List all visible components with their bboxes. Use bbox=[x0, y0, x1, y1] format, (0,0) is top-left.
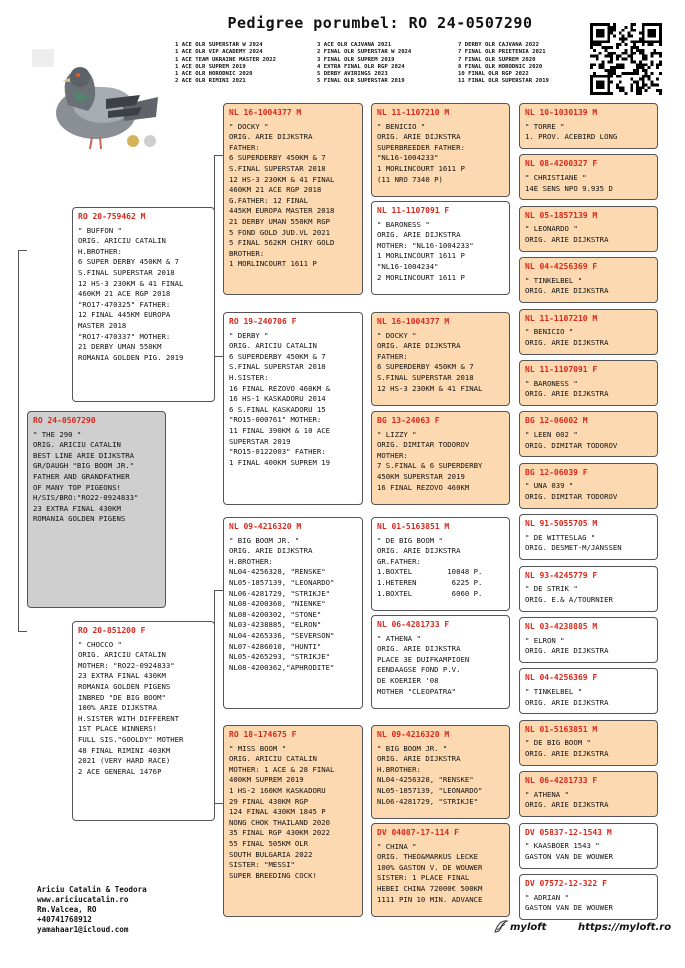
pedigree-line: "RO17-470337" MOTHER: bbox=[78, 331, 171, 341]
subject-pigeon-box bbox=[27, 411, 166, 608]
pedigree-line: S.FINAL SUPERSTAR 2018 bbox=[229, 362, 326, 372]
pedigree-line: ORIG. E.& A/TOURNIER bbox=[525, 594, 613, 604]
pedigree-line: 445KM EUROPA MASTER 2018 bbox=[229, 206, 335, 216]
ring-number: RO 20-851200 F bbox=[78, 626, 146, 635]
pedigree-line: NL08-4200362,"APHRODITE" bbox=[229, 662, 335, 672]
pedigree-line: SOUTH BULGARIA 2022 bbox=[229, 849, 313, 859]
pedigree-line: 35 FINAL RGP 430KM 2022 bbox=[229, 828, 331, 838]
pedigree-line: 1.HETEREN 6225 P. bbox=[377, 577, 483, 587]
great-grandparent-box bbox=[371, 517, 510, 611]
grandparent-box bbox=[223, 312, 363, 505]
pedigree-line: 1. PROV. ACEBIRD LONG bbox=[525, 132, 618, 142]
g4-ancestor-box bbox=[519, 668, 658, 714]
great-grandparent-box bbox=[371, 411, 510, 505]
pedigree-line: MOTHER: 1 ACE & 28 FINAL bbox=[229, 764, 335, 774]
achievement-item: 8 FINAL OLR HORODNIC 2020 bbox=[458, 63, 543, 70]
pedigree-line: H.SISTER: bbox=[229, 372, 269, 382]
ring-number: NL 09-4216320 M bbox=[377, 730, 450, 739]
achievement-item: 10 FINAL OLR RGP 2022 bbox=[458, 71, 529, 78]
breeder-location: Rm.Valcea, RO bbox=[37, 905, 97, 914]
pedigree-line: ORIG. DIMITAR TODOROV bbox=[377, 440, 470, 450]
ring-number: RO 19-240706 F bbox=[229, 317, 297, 326]
pedigree-line: " ATHENA " bbox=[525, 789, 569, 799]
achievements-list-3 bbox=[458, 42, 549, 86]
pedigree-line: " ELRON " bbox=[525, 635, 565, 645]
achievement-item: 1 ACE TEAM UKRAINE MASTER 2022 bbox=[175, 56, 277, 63]
great-grandparent-box bbox=[371, 823, 510, 917]
achievement-item: 7 FINAL OLR SUPREM 2020 bbox=[458, 56, 536, 63]
pedigree-line: ORIG. ARIE DIJKSTRA bbox=[377, 341, 461, 351]
pedigree-line: 2 MORLINCOURT 1611 P bbox=[377, 272, 465, 282]
pedigree-line: SUPERBREEDER FATHER: bbox=[377, 142, 465, 152]
pedigree-line: " DE BIG BOOM " bbox=[377, 535, 443, 545]
pedigree-line: 1 MORLINCOURT 1611 P bbox=[229, 259, 317, 269]
achievement-item: 2 FINAL OLR SUPERSTAR W 2024 bbox=[317, 49, 412, 56]
achievement-item: 7 FINAL OLR PRIETENIA 2021 bbox=[458, 49, 546, 56]
pedigree-line: " MISS BOOM " bbox=[229, 743, 287, 753]
pedigree-line: 460KM 21 ACE RGP 2018 bbox=[229, 185, 322, 195]
pedigree-line: FATHER: bbox=[229, 142, 260, 152]
pedigree-line: " BIG BOOM JR. " bbox=[377, 743, 448, 753]
pedigree-line: " TINKELBEL " bbox=[525, 275, 583, 285]
g4-ancestor-box bbox=[519, 257, 658, 303]
pedigree-line: FATHER AND GRANDFATHER bbox=[33, 471, 130, 481]
pedigree-line: PLACE 3E DUIFKAMPIOEN bbox=[377, 654, 470, 664]
pedigree-line: FULL SIS."GOOLDY" MOTHER bbox=[78, 734, 184, 744]
g4-ancestor-box bbox=[519, 617, 658, 663]
pedigree-line: MOTHER "CLEOPATRA" bbox=[377, 686, 457, 696]
achievement-item: 1 ACE OLR VIP ACADEMY 2024 bbox=[175, 49, 263, 56]
ring-number: RO 18-174675 F bbox=[229, 730, 297, 739]
pedigree-line: " UNA 039 " bbox=[525, 481, 574, 491]
pedigree-line: 6 SUPER DERBY 450KM & 7 bbox=[78, 257, 180, 267]
g4-ancestor-box bbox=[519, 566, 658, 612]
pedigree-line: ROMANIA GOLDEN PIG. 2019 bbox=[78, 352, 184, 362]
pedigree-line: 23 EXTRA FINAL 430KM bbox=[33, 503, 121, 513]
pedigree-line: NL08-4200360, "NIENKE" bbox=[229, 599, 326, 609]
pedigree-line: 23 EXTRA FINAL 430KM bbox=[78, 671, 166, 681]
pedigree-line: ORIG. DIMITAR TODOROV bbox=[525, 491, 618, 501]
pedigree-line: H.BROTHER: bbox=[78, 246, 122, 256]
breeder-email[interactable]: yamahaar1@icloud.com bbox=[37, 925, 129, 934]
pedigree-line: ROMANIA GOLDEN PIGENS bbox=[78, 681, 171, 691]
pedigree-line: 1 MORLINCOURT 1611 P bbox=[377, 251, 465, 261]
g4-ancestor-box bbox=[519, 874, 658, 920]
pedigree-line: ORIG. ARIE DIJKSTRA bbox=[377, 644, 461, 654]
pedigree-line: " LEONARDO " bbox=[525, 224, 578, 234]
pedigree-line: 12 HS-3 230KM & 41 FINAL bbox=[229, 174, 335, 184]
ring-number: NL 91-5055705 M bbox=[525, 519, 598, 529]
pedigree-line: " BENICIO " bbox=[377, 121, 426, 131]
g4-ancestor-box bbox=[519, 771, 658, 817]
pedigree-line: " DOCKY " bbox=[229, 121, 269, 131]
grandparent-box bbox=[223, 725, 363, 917]
great-grandparent-box bbox=[371, 201, 510, 295]
ring-number: NL 16-1004377 M bbox=[377, 317, 450, 326]
qr-code bbox=[590, 23, 662, 95]
pedigree-line: " DOCKY " bbox=[377, 330, 417, 340]
pedigree-line: 100% ARIE DIJKSTRA bbox=[78, 703, 158, 713]
pedigree-line: " ATHENA " bbox=[377, 633, 421, 643]
achievements-list-2 bbox=[317, 42, 411, 86]
pedigree-line: 21 DERBY UMAN 550KM RGP bbox=[229, 216, 331, 226]
pedigree-line: ORIG. ARIE DIJKSTRA bbox=[525, 286, 609, 296]
pedigree-line: " TINKELBEL " bbox=[525, 686, 583, 696]
g4-ancestor-box bbox=[519, 309, 658, 355]
ring-number: BG 12-06039 F bbox=[525, 467, 588, 477]
pedigree-line: ORIG. ARIE DIJKSTRA bbox=[229, 132, 313, 142]
pedigree-line: 16 FINAL REZOVO 460KM bbox=[377, 482, 470, 492]
pedigree-line: GR.FATHER: bbox=[377, 556, 421, 566]
pedigree-line: NL05-1857139, "LEONARDO" bbox=[229, 577, 335, 587]
ring-number: NL 93-4245779 F bbox=[525, 570, 598, 580]
pedigree-line: 1111 PIN 10 MIN. ADVANCE bbox=[377, 894, 483, 904]
ring-number: NL 06-4281733 F bbox=[377, 620, 450, 629]
achievement-item: 3 ACE OLR CAJVANA 2021 bbox=[317, 42, 392, 48]
myloft-logo bbox=[493, 918, 509, 936]
pedigree-line: 2021 (VERY HARD RACE) bbox=[78, 756, 171, 766]
pedigree-line: 124 FINAL 430KM 1845 P bbox=[229, 807, 326, 817]
achievement-item: 11 FINAL OLR SUPERSTAR 2019 bbox=[458, 78, 549, 85]
ring-number: NL 01-5163851 M bbox=[525, 724, 598, 734]
ring-number: NL 04-4256369 F bbox=[525, 673, 598, 683]
achievement-item: 7 DERBY OLR CAJVANA 2022 bbox=[458, 42, 539, 48]
pedigree-line: NONG CHOK THAILAND 2020 bbox=[229, 817, 331, 827]
pedigree-line: ORIG. DIMITAR TODOROV bbox=[525, 440, 618, 450]
pedigree-line: 14E SENS NPO 9.935 D bbox=[525, 183, 613, 193]
pedigree-line: 6 S.FINAL KASKADORU 15 bbox=[229, 404, 326, 414]
pedigree-line: GASTON VAN DE WOUWER bbox=[525, 851, 613, 861]
pedigree-line: "RO15-000761" MOTHER: bbox=[229, 415, 322, 425]
ring-number: DV 07572-12-322 F bbox=[525, 879, 607, 888]
great-grandparent-box bbox=[371, 615, 510, 709]
ring-number: NL 08-4200327 F bbox=[525, 159, 598, 169]
achievement-item: 4 EXTRA FINAL OLR RGP 2024 bbox=[317, 63, 405, 70]
pedigree-line: MASTER 2018 bbox=[78, 320, 127, 330]
ring-number: DV 05837-12-1543 M bbox=[525, 827, 612, 837]
pedigree-line: 7 S.FINAL & 6 SUPERDERBY bbox=[377, 461, 483, 471]
ring-number: NL 11-1107091 F bbox=[525, 365, 598, 374]
achievement-item: 1 ACE OLR HORODNIC 2020 bbox=[175, 71, 253, 78]
pedigree-line: S.FINAL SUPERSTAR 2018 bbox=[229, 163, 326, 173]
g4-ancestor-box bbox=[519, 206, 658, 252]
sire-box bbox=[72, 207, 215, 402]
pedigree-line: 1 MORLINCOURT 1611 P bbox=[377, 163, 465, 173]
pedigree-line: MOTHER: "RO22-0924833" bbox=[78, 660, 175, 670]
pedigree-line: BROTHER: bbox=[229, 248, 265, 258]
ring-number: NL 05-1857139 M bbox=[525, 210, 598, 220]
pedigree-line: " DE BIG BOOM " bbox=[525, 738, 591, 748]
g4-ancestor-box bbox=[519, 411, 658, 457]
pedigree-line: ORIG. ARICIU CATALIN bbox=[229, 754, 317, 764]
great-grandparent-box bbox=[371, 103, 510, 197]
pedigree-line: NL06-4281729, "STRIKJE" bbox=[229, 588, 331, 598]
pedigree-line: " DE WITTESLAG " bbox=[525, 532, 596, 542]
ring-number: NL 11-1107091 F bbox=[377, 206, 450, 215]
pedigree-line: ORIG. ARIE DIJKSTRA bbox=[525, 697, 609, 707]
pedigree-line: ORIG. THEO&MARKUS LECKE bbox=[377, 852, 479, 862]
pedigree-line: 6 SUPERDERBY 450KM & 7 bbox=[377, 362, 474, 372]
ring-number: NL 16-1004377 M bbox=[229, 108, 302, 117]
pedigree-line: 1.BOXTEL 10848 P. bbox=[377, 567, 483, 577]
pedigree-line: NL04-4256328, "RENSKE" bbox=[229, 567, 326, 577]
pedigree-line: 12 FINAL 445KM EUROPA bbox=[78, 310, 171, 320]
pedigree-line: 460KM 21 ACE RGP 2018 bbox=[78, 289, 171, 299]
pedigree-line: 1.BOXTEL 6060 P. bbox=[377, 588, 483, 598]
pedigree-line: H/SIS/BRO:"RO22-0924833" bbox=[33, 493, 139, 503]
pedigree-line: NL07-4286010, "HUNTI" bbox=[229, 641, 322, 651]
pedigree-line: 11 FINAL 390KM & 10 ACE bbox=[229, 425, 331, 435]
pedigree-line: NL04-4265336, "SEVERSON" bbox=[229, 630, 335, 640]
achievements-list-1 bbox=[175, 42, 276, 86]
pedigree-line: " BUFFON " bbox=[78, 225, 122, 235]
pedigree-line: 16 FINAL REZOVO 460KM & bbox=[229, 383, 331, 393]
pedigree-line: " BENICIO " bbox=[525, 327, 574, 337]
pedigree-line: ORIG. ARIE DIJKSTRA bbox=[525, 337, 609, 347]
pedigree-line: " ADRIAN " bbox=[525, 892, 569, 902]
pedigree-line: ORIG. ARIE DIJKSTRA bbox=[525, 646, 609, 656]
pedigree-line: S.FINAL SUPERSTAR 2018 bbox=[78, 267, 175, 277]
pedigree-line: " BIG BOOM JR. " bbox=[229, 535, 300, 545]
pedigree-line: S.FINAL SUPERSTAR 2018 bbox=[377, 372, 474, 382]
pedigree-line: 29 FINAL 430KM RGP bbox=[229, 796, 309, 806]
pedigree-line: (11 NRO 7340 P) bbox=[377, 174, 443, 184]
pedigree-line: SISTER: "MESSI" bbox=[229, 860, 295, 870]
ring-number: NL 04-4256369 F bbox=[525, 262, 598, 272]
brand-website[interactable]: https://myloft.ro bbox=[578, 922, 672, 933]
pedigree-line: ORIG. ARIE DIJKSTRA bbox=[377, 546, 461, 556]
pedigree-line: ORIG. ARIE DIJKSTRA bbox=[525, 389, 609, 399]
pedigree-line: " LIZZY " bbox=[377, 429, 417, 439]
pedigree-line: MOTHER: bbox=[377, 450, 408, 460]
pedigree-line: " DERBY " bbox=[229, 330, 269, 340]
pedigree-line: 48 FINAL RIMINI 403KM bbox=[78, 745, 171, 755]
pedigree-line: G.FATHER: 12 FINAL bbox=[229, 195, 309, 205]
pedigree-line: ORIG. ARICIU CATALIN bbox=[78, 650, 166, 660]
pedigree-line: " CHOCCO " bbox=[78, 639, 122, 649]
dam-box bbox=[72, 621, 215, 821]
pedigree-line: 12 HS-3 230KM & 41 FINAL bbox=[377, 383, 483, 393]
pedigree-line: BEST LINE ARIE DIJKSTRA bbox=[33, 450, 135, 460]
achievement-item: 5 FINAL OLR SUPERSTAR 2019 bbox=[317, 78, 405, 85]
pedigree-line: " CHINA " bbox=[377, 841, 417, 851]
pedigree-line: ORIG. ARICIU CATALIN bbox=[78, 236, 166, 246]
pedigree-line: " LEEN 002 " bbox=[525, 429, 578, 439]
pedigree-line: ORIG. ARIE DIJKSTRA bbox=[525, 748, 609, 758]
pedigree-line: DE KOERIER '08 bbox=[377, 675, 439, 685]
achievement-item: 3 FINAL OLR SUPREM 2019 bbox=[317, 56, 395, 63]
pedigree-line: SISTER: 1 PLACE FINAL bbox=[377, 873, 470, 883]
pedigree-line: 450KM SUPERSTAR 2019 bbox=[377, 471, 465, 481]
pedigree-line: OF MANY TOP PIGEONS! bbox=[33, 482, 121, 492]
g4-ancestor-box bbox=[519, 463, 658, 509]
pedigree-line: 1 HS-2 160KM KASKADORU bbox=[229, 785, 326, 795]
great-grandparent-box bbox=[371, 725, 510, 819]
ring-number: RO 24-0507290 bbox=[33, 416, 96, 425]
pedigree-line: 2 ACE GENERAL 1476P bbox=[78, 766, 162, 776]
pedigree-line: MOTHER: "NL16-1004233" bbox=[377, 240, 474, 250]
ring-number: NL 06-4281733 F bbox=[525, 776, 598, 786]
pedigree-line: "NL16-1004234" bbox=[377, 261, 439, 271]
pedigree-line: ORIG. ARIE DIJKSTRA bbox=[377, 230, 461, 240]
ring-number: NL 03-4238885 M bbox=[525, 622, 598, 631]
pedigree-line: 5 FOND GOLD JUD.VL 2021 bbox=[229, 227, 331, 237]
pedigree-line: SUPER BREEDING COCK! bbox=[229, 870, 317, 880]
pedigree-line: FATHER: bbox=[377, 351, 408, 361]
achievement-item: 5 DERBY AVIRINGS 2023 bbox=[317, 71, 388, 78]
ring-number: RO 20-759462 M bbox=[78, 212, 146, 221]
pedigree-line: NL08-4200302, "STONE" bbox=[229, 609, 322, 619]
pedigree-line: 16 HS-1 KASKADORU 2014 bbox=[229, 394, 326, 404]
pedigree-line: ORIG. DESMET-M/JANSSEN bbox=[525, 543, 622, 553]
achievement-item: 1 ACE OLR SUPREM 2019 bbox=[175, 63, 246, 70]
pedigree-line: " KAASBOER 1543 " bbox=[525, 841, 600, 851]
pedigree-line: " BARONESS " bbox=[525, 378, 578, 388]
ring-number: NL 01-5163851 M bbox=[377, 522, 450, 531]
g4-ancestor-box bbox=[519, 823, 658, 869]
pedigree-line: 55 FINAL 505KM OLR bbox=[229, 838, 309, 848]
pedigree-line: " THE 290 " bbox=[33, 429, 82, 439]
ring-number: BG 12-06002 M bbox=[525, 416, 588, 426]
pedigree-line: " CHRISTIANE " bbox=[525, 172, 587, 182]
pedigree-line: 6 SUPERDERBY 450KM & 7 bbox=[229, 153, 326, 163]
pedigree-line: "RO17-470325" FATHER: bbox=[78, 299, 171, 309]
achievement-item: 1 ACE OLR SUPERSTAR W 2024 bbox=[175, 42, 263, 48]
ring-number: DV 04087-17-114 F bbox=[377, 828, 459, 837]
pedigree-line: 12 HS-3 230KM & 41 FINAL bbox=[78, 278, 184, 288]
breeder-website[interactable]: www.ariciucatalin.ro bbox=[37, 895, 129, 904]
pedigree-line: GR/DAUGH "BIG BOOM JR." bbox=[33, 461, 135, 471]
pedigree-line: ORIG. ARICIU CATALIN bbox=[33, 440, 121, 450]
pedigree-line: H.SISTER WITH DIFFERENT bbox=[78, 713, 180, 723]
pedigree-line: NL04-4256328, "RENSKE" bbox=[377, 775, 474, 785]
pedigree-line: H.BROTHER: bbox=[229, 556, 273, 566]
pedigree-line: NL03-4238885, "ELRON" bbox=[229, 620, 322, 630]
pedigree-line: 6 SUPERDERBY 450KM & 7 bbox=[229, 351, 326, 361]
pedigree-line: 100% GASTON V. DE WOUWER bbox=[377, 862, 483, 872]
ring-number: NL 10-1030139 M bbox=[525, 108, 598, 117]
breeder-name: Ariciu Catalin & Teodora bbox=[37, 885, 147, 894]
ring-number: BG 13-24063 F bbox=[377, 416, 440, 425]
pedigree-line: " BARONESS " bbox=[377, 219, 430, 229]
pedigree-line: HEBEI CHINA 72000€ 500KM bbox=[377, 883, 483, 893]
achievement-item: 2 ACE OLR RIMINI 2021 bbox=[175, 78, 246, 85]
pedigree-line: ORIG. ARIE DIJKSTRA bbox=[525, 234, 609, 244]
pedigree-line: ROMANIA GOLDEN PIGENS bbox=[33, 514, 126, 524]
pedigree-line: SUPERSTAR 2019 bbox=[229, 436, 291, 446]
pedigree-line: ORIG. ARIE DIJKSTRA bbox=[377, 132, 461, 142]
pedigree-line: INBRED "DE BIG BOOM" bbox=[78, 692, 166, 702]
pedigree-line: "NL16-1004233" bbox=[377, 153, 439, 163]
pedigree-line: 1ST PLACE WINNERS! bbox=[78, 724, 158, 734]
pedigree-line: 21 DERBY UMAN 550KM bbox=[78, 342, 162, 352]
brand-name: myloft bbox=[510, 922, 547, 933]
pigeon-photo bbox=[28, 45, 168, 160]
breeder-phone[interactable]: +40741768912 bbox=[37, 915, 92, 924]
ring-number: NL 11-1107210 M bbox=[525, 313, 598, 323]
connector-subject bbox=[18, 250, 27, 632]
grandparent-box bbox=[223, 103, 363, 295]
pedigree-line: "RO15-0122003" FATHER: bbox=[229, 447, 326, 457]
pedigree-line: ORIG. ARICIU CATALIN bbox=[229, 341, 317, 351]
pedigree-line: " DE STRIK " bbox=[525, 584, 578, 594]
pedigree-line: 400KM SUPREM 2019 bbox=[229, 775, 304, 785]
g4-ancestor-box bbox=[519, 360, 658, 406]
g4-ancestor-box bbox=[519, 154, 658, 200]
pedigree-line: GASTON VAN DE WOUWER bbox=[525, 903, 613, 913]
pedigree-line: ORIG. ARIE DIJKSTRA bbox=[229, 546, 313, 556]
ring-number: NL 09-4216320 M bbox=[229, 522, 302, 531]
pedigree-line: NL05-1857139, "LEONARDO" bbox=[377, 785, 483, 795]
pedigree-line: ORIG. ARIE DIJKSTRA bbox=[525, 800, 609, 810]
g4-ancestor-box bbox=[519, 720, 658, 766]
page-title: Pedigree porumbel: RO 24-0507290 bbox=[227, 14, 533, 32]
ring-number: NL 11-1107210 M bbox=[377, 108, 450, 117]
breeder-contact bbox=[37, 885, 147, 935]
pedigree-line: H.BROTHER: bbox=[377, 764, 421, 774]
g4-ancestor-box bbox=[519, 103, 658, 149]
great-grandparent-box bbox=[371, 312, 510, 406]
pedigree-line: 5 FINAL 562KM CHIRY GOLD bbox=[229, 238, 335, 248]
g4-ancestor-box bbox=[519, 514, 658, 560]
pedigree-line: 1 FINAL 400KM SUPREM 19 bbox=[229, 457, 331, 467]
pedigree-line: EENDAAGSE FOND P.V. bbox=[377, 665, 461, 675]
pedigree-line: NL06-4281729, "STRIKJE" bbox=[377, 796, 479, 806]
pedigree-line: ORIG. ARIE DIJKSTRA bbox=[377, 754, 461, 764]
pedigree-line: NL05-4265293, "STRIKJE" bbox=[229, 652, 331, 662]
pedigree-line: " TORRE " bbox=[525, 121, 565, 131]
grandparent-box bbox=[223, 517, 363, 709]
